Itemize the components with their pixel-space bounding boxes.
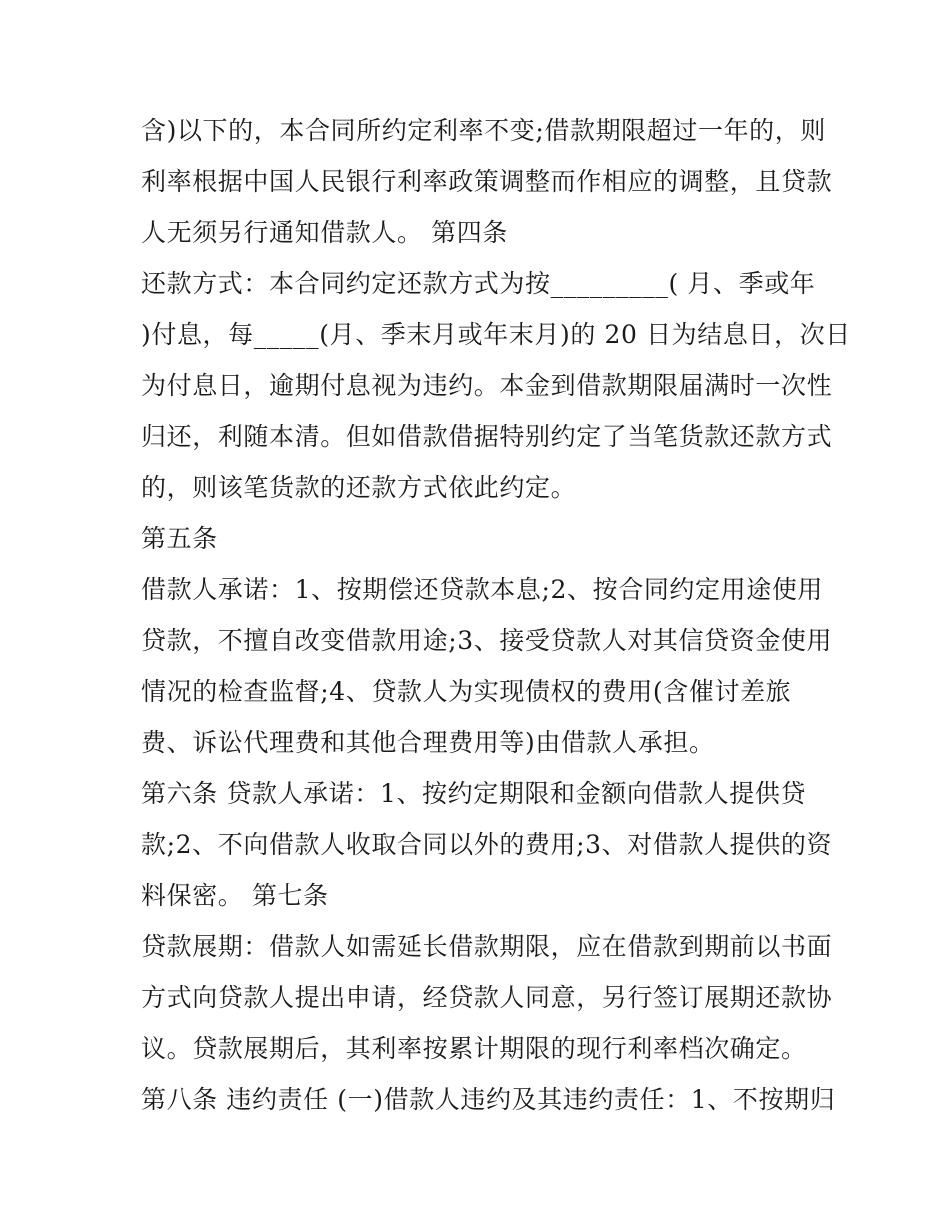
text-line: 借款人承诺：1、按期偿还贷款本息;2、按合同约定用途使用	[141, 575, 824, 604]
text-line: 含)以下的，本合同所约定利率不变;借款期限超过一年的，则	[141, 116, 826, 145]
text-line: 费、诉讼代理费和其他合理费用等)由借款人承担。	[141, 728, 715, 757]
text-line: 归还，利随本清。但如借款借据特别约定了当笔货款还款方式	[141, 422, 833, 451]
text-line: 第八条 违约责任 (一)借款人违约及其违约责任：1、不按期归	[141, 1085, 836, 1114]
text-line: 料保密。 第七条	[141, 881, 329, 910]
text-line: 贷款展期：借款人如需延长借款期限，应在借款到期前以书面	[141, 932, 833, 961]
text-line: 第六条 贷款人承诺：1、按约定期限和金额向借款人提供贷	[141, 779, 807, 808]
text-line: 还款方式：本合同约定还款方式为按_________( 月、季或年	[141, 269, 816, 298]
text-line: 的，则该笔货款的还款方式依此约定。	[141, 473, 577, 502]
text-line: 情况的检查监督;4、贷款人为实现债权的费用(含催讨差旅	[141, 677, 792, 706]
text-line: 款;2、不向借款人收取合同以外的费用;3、对借款人提供的资	[141, 830, 833, 859]
text-line: 贷款，不擅自改变借款用途;3、接受贷款人对其信贷资金使用	[141, 626, 833, 655]
text-line: 为付息日，逾期付息视为违约。本金到借款期限届满时一次性	[141, 371, 833, 400]
text-line: 利率根据中国人民银行利率政策调整而作相应的调整，且贷款	[141, 167, 833, 196]
text-line: )付息，每_____(月、季末月或年末月)的 20 日为结息日，次日	[141, 320, 851, 349]
section-heading: 第五条	[141, 524, 218, 553]
text-line: 方式向贷款人提出申请，经贷款人同意，另行签订展期还款协	[141, 983, 833, 1012]
contract-body-text	[141, 105, 851, 1125]
text-line: 人无须另行通知借款人。 第四条	[141, 218, 508, 247]
text-line: 议。贷款展期后，其利率按累计期限的现行利率档次确定。	[141, 1034, 807, 1063]
